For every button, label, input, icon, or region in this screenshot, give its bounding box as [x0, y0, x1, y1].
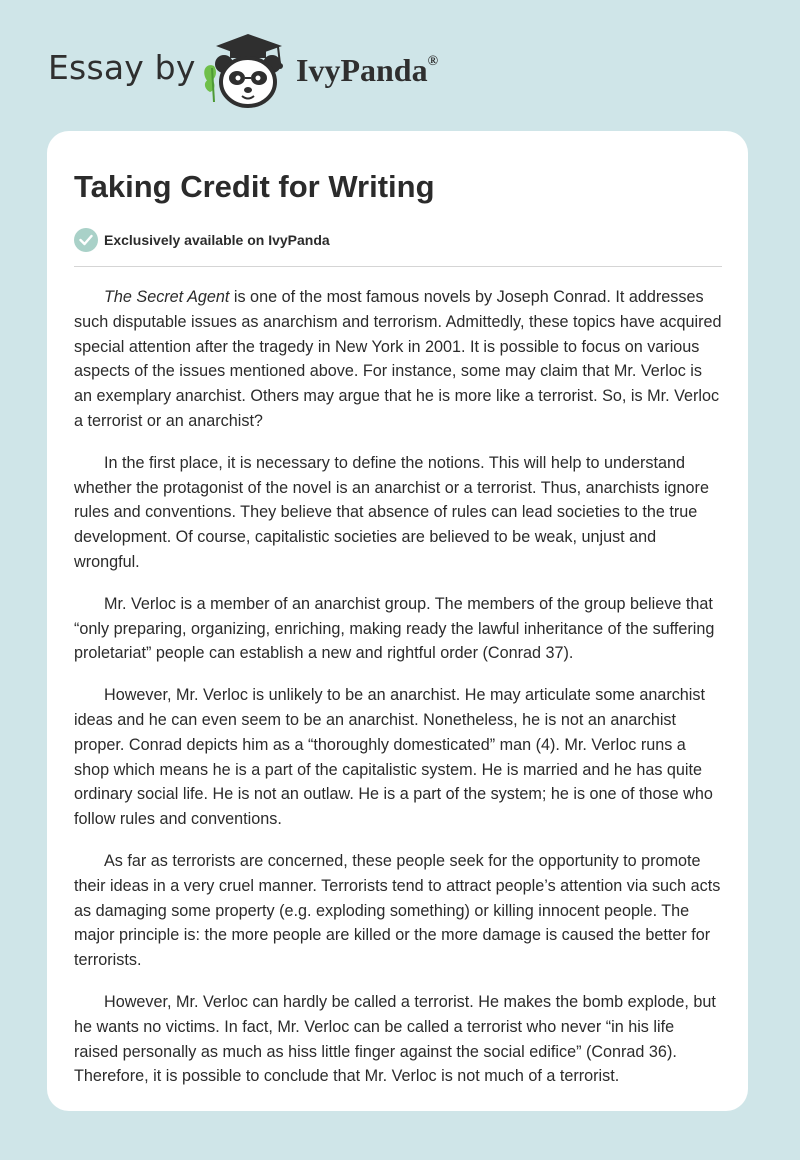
brand-logo[interactable]: [296, 52, 438, 89]
divider: [74, 266, 722, 267]
site-header: [48, 30, 548, 110]
check-circle-icon: [74, 228, 98, 252]
panda-graduate-icon[interactable]: [200, 32, 288, 110]
paragraph: As far as terrorists are concerned, these people seek for the opportunity to promote their ideas in a very cruel manner. Terrorists tend to attract people’s attention via such acts as damaging some property (e.g. exploding something) or killing innocent people. The major principle is: the more people are killed or the more damage is caused the better for terrorists.: [74, 851, 721, 970]
paragraph-text: is one of the most famous novels by Joseph Conrad. It addresses such disputable issues as anarchism and terrorism. Admittedly, these topics have acquired special attention after the tragedy in New York in 2001. It is possible to focus on various aspects of the issues mentioned above. For instance, some may claim that Mr. Verloc is an exemplary anarchist. Others may argue that he is more like a terrorist. So, is Mr. Verloc a terrorist or an anarchist?: [74, 288, 722, 430]
book-title: The Secret Agent: [104, 288, 230, 306]
exclusive-badge: [74, 227, 722, 253]
paragraph: Mr. Verloc is a member of an anarchist group. The members of the group believe that “only preparing, organizing, enriching, making ready the lawful inheritance of the suffering proletariat” people can establish a new and rightful order (Conrad 37).: [74, 594, 715, 663]
paragraph: [74, 285, 722, 434]
page-title: Taking Credit for Writing: [74, 169, 435, 204]
badge-label: Exclusively available on IvyPanda: [104, 232, 330, 248]
paragraph: In the first place, it is necessary to define the notions. This will help to understand whether the protagonist of the novel is an anarchist or a terrorist. Thus, anarchists ignore rules and conventions. They believe that absence of rules can lead societies to the true development. Of course, capitalistic societies are believed to be weak, unjust and wrongful.: [74, 453, 709, 571]
paragraph: However, Mr. Verloc can hardly be called a terrorist. He makes the bomb explode, but he wants no victims. In fact, Mr. Verloc can be called a terrorist who never “in his life raised personally as much as hiss little finger against the social edifice” (Conrad 36). Therefore, it is possible to conclude that Mr. Verloc is not much of a terrorist.: [74, 992, 716, 1086]
essay-body: [74, 285, 722, 1089]
essay-card: [47, 131, 748, 1111]
brand-name: IvyPanda: [296, 52, 428, 88]
essay-by-label: Essay by: [48, 48, 196, 87]
paragraph: However, Mr. Verloc is unlikely to be an anarchist. He may articulate some anarchist ideas and he can even seem to be an anarchist. Nonetheless, he is not an anarchist proper. Conrad depicts him as a “thoroughly domesticated” man (4). Mr. Verloc runs a shop which means he is a part of the capitalistic system. He is married and he has quite ordinary social life. He is not an outlaw. He is a part of the system; he is one of those who follow rules and conventions.: [74, 686, 713, 829]
registered-mark: ®: [427, 54, 439, 70]
